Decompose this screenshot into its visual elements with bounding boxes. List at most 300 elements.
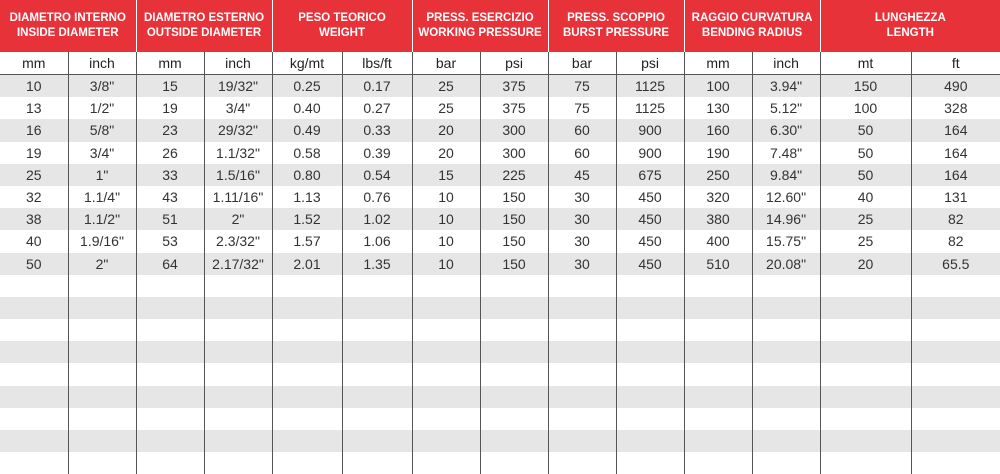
table-row xyxy=(0,253,1000,275)
table-cell: 20.08" xyxy=(752,253,820,275)
table-cell: 150 xyxy=(480,253,548,275)
blank-cell xyxy=(820,319,911,341)
blank-cell xyxy=(684,430,752,452)
header-group-title-it: PRESS. SCOPPIO xyxy=(549,11,684,26)
blank-cell xyxy=(272,408,342,430)
table-cell: 1.1/4" xyxy=(68,186,136,208)
blank-cell xyxy=(136,275,204,297)
header-group-title-it: PESO TEORICO xyxy=(273,11,412,26)
table-cell: 33 xyxy=(136,164,204,186)
blank-cell xyxy=(684,341,752,363)
table-cell: 64 xyxy=(136,253,204,275)
table-cell: 10 xyxy=(412,253,480,275)
table-cell: 15.75" xyxy=(752,230,820,252)
blank-cell xyxy=(136,430,204,452)
blank-cell xyxy=(136,341,204,363)
blank-row xyxy=(0,452,1000,474)
table-cell: 19 xyxy=(136,97,204,119)
table-cell: 1.1/32" xyxy=(204,142,272,164)
table-cell: 2.01 xyxy=(272,253,342,275)
table-cell: 164 xyxy=(911,164,1000,186)
header-group-title-en: BENDING RADIUS xyxy=(685,26,820,41)
table-cell: 53 xyxy=(136,230,204,252)
table-cell: 10 xyxy=(412,230,480,252)
unit-header-cell: bar xyxy=(548,52,616,75)
table-cell: 0.33 xyxy=(342,119,412,141)
table-cell: 1.52 xyxy=(272,208,342,230)
table-cell: 19/32" xyxy=(204,75,272,98)
table-cell: 5/8" xyxy=(68,119,136,141)
unit-header-cell: inch xyxy=(68,52,136,75)
blank-cell xyxy=(616,386,684,408)
table-cell: 40 xyxy=(0,230,68,252)
unit-header-cell: inch xyxy=(204,52,272,75)
table-cell: 82 xyxy=(911,230,1000,252)
blank-cell xyxy=(820,297,911,319)
table-cell: 50 xyxy=(0,253,68,275)
blank-cell xyxy=(272,297,342,319)
table-cell: 0.76 xyxy=(342,186,412,208)
table-cell: 250 xyxy=(684,164,752,186)
table-cell: 2.3/32" xyxy=(204,230,272,252)
blank-cell xyxy=(684,297,752,319)
table-cell: 14.96" xyxy=(752,208,820,230)
blank-cell xyxy=(820,430,911,452)
blank-cell xyxy=(616,297,684,319)
blank-cell xyxy=(68,275,136,297)
table-cell: 13 xyxy=(0,97,68,119)
blank-cell xyxy=(272,430,342,452)
blank-cell xyxy=(136,408,204,430)
blank-cell xyxy=(412,319,480,341)
blank-cell xyxy=(480,363,548,385)
table-cell: 450 xyxy=(616,253,684,275)
table-cell: 1.11/16" xyxy=(204,186,272,208)
blank-cell xyxy=(272,386,342,408)
table-cell: 1.35 xyxy=(342,253,412,275)
blank-cell xyxy=(480,452,548,474)
table-cell: 75 xyxy=(548,97,616,119)
table-cell: 320 xyxy=(684,186,752,208)
blank-cell xyxy=(752,297,820,319)
blank-cell xyxy=(911,430,1000,452)
table-cell: 16 xyxy=(0,119,68,141)
blank-cell xyxy=(342,363,412,385)
blank-cell xyxy=(412,275,480,297)
table-cell: 12.60" xyxy=(752,186,820,208)
header-group-title-it: DIAMETRO ESTERNO xyxy=(137,11,272,26)
table-cell: 300 xyxy=(480,142,548,164)
blank-cell xyxy=(136,386,204,408)
table-cell: 300 xyxy=(480,119,548,141)
table-cell: 190 xyxy=(684,142,752,164)
table-cell: 380 xyxy=(684,208,752,230)
table-cell: 450 xyxy=(616,230,684,252)
blank-cell xyxy=(684,363,752,385)
table-cell: 75 xyxy=(548,75,616,98)
blank-cell xyxy=(548,341,616,363)
blank-cell xyxy=(480,275,548,297)
table-cell: 1.06 xyxy=(342,230,412,252)
table-cell: 20 xyxy=(412,142,480,164)
unit-header-cell: mt xyxy=(820,52,911,75)
blank-cell xyxy=(342,275,412,297)
table-row xyxy=(0,208,1000,230)
blank-cell xyxy=(616,430,684,452)
table-cell: 19 xyxy=(0,142,68,164)
table-body xyxy=(0,75,1000,474)
blank-cell xyxy=(272,319,342,341)
table-cell: 1.57 xyxy=(272,230,342,252)
blank-cell xyxy=(68,408,136,430)
blank-cell xyxy=(412,386,480,408)
header-group-cell xyxy=(412,0,548,52)
table-cell: 100 xyxy=(684,75,752,98)
blank-cell xyxy=(342,386,412,408)
header-group-title-it: PRESS. ESERCIZIO xyxy=(413,11,548,26)
table-cell: 160 xyxy=(684,119,752,141)
table-cell: 65.5 xyxy=(911,253,1000,275)
table-cell: 30 xyxy=(548,253,616,275)
table-cell: 0.58 xyxy=(272,142,342,164)
blank-cell xyxy=(820,452,911,474)
table-cell: 25 xyxy=(412,75,480,98)
table-cell: 1.02 xyxy=(342,208,412,230)
blank-cell xyxy=(0,319,68,341)
blank-cell xyxy=(412,430,480,452)
blank-cell xyxy=(616,341,684,363)
blank-cell xyxy=(68,386,136,408)
table-cell: 10 xyxy=(412,208,480,230)
blank-cell xyxy=(136,363,204,385)
blank-cell xyxy=(0,341,68,363)
table-cell: 675 xyxy=(616,164,684,186)
table-cell: 6.30" xyxy=(752,119,820,141)
blank-cell xyxy=(911,341,1000,363)
table-cell: 5.12" xyxy=(752,97,820,119)
unit-header-cell: mm xyxy=(136,52,204,75)
blank-cell xyxy=(820,408,911,430)
table-cell: 0.39 xyxy=(342,142,412,164)
table-cell: 328 xyxy=(911,97,1000,119)
table-cell: 50 xyxy=(820,119,911,141)
table-cell: 50 xyxy=(820,142,911,164)
unit-header-cell: mm xyxy=(684,52,752,75)
table-row xyxy=(0,97,1000,119)
blank-cell xyxy=(548,275,616,297)
table-cell: 450 xyxy=(616,186,684,208)
table-cell: 40 xyxy=(820,186,911,208)
blank-cell xyxy=(204,386,272,408)
blank-cell xyxy=(684,319,752,341)
header-group-title-en: WORKING PRESSURE xyxy=(413,26,548,41)
table-cell: 15 xyxy=(412,164,480,186)
unit-header-cell: ft xyxy=(911,52,1000,75)
blank-cell xyxy=(68,341,136,363)
blank-cell xyxy=(412,408,480,430)
blank-cell xyxy=(68,452,136,474)
blank-cell xyxy=(752,452,820,474)
table-cell: 25 xyxy=(0,164,68,186)
blank-cell xyxy=(272,275,342,297)
blank-cell xyxy=(412,452,480,474)
table-cell: 150 xyxy=(480,208,548,230)
blank-cell xyxy=(68,297,136,319)
table-cell: 375 xyxy=(480,97,548,119)
blank-cell xyxy=(204,297,272,319)
blank-row xyxy=(0,319,1000,341)
table-cell: 29/32" xyxy=(204,119,272,141)
table-cell: 2" xyxy=(68,253,136,275)
blank-cell xyxy=(480,430,548,452)
unit-header-cell: psi xyxy=(480,52,548,75)
blank-cell xyxy=(412,363,480,385)
table-cell: 25 xyxy=(412,97,480,119)
table-cell: 900 xyxy=(616,119,684,141)
unit-header-cell: psi xyxy=(616,52,684,75)
table-cell: 490 xyxy=(911,75,1000,98)
unit-header-cell: bar xyxy=(412,52,480,75)
table-row xyxy=(0,230,1000,252)
header-group-title-en: WEIGHT xyxy=(273,26,412,41)
table-cell: 51 xyxy=(136,208,204,230)
header-group-title-en: OUTSIDE DIAMETER xyxy=(137,26,272,41)
blank-cell xyxy=(820,386,911,408)
table-cell: 0.17 xyxy=(342,75,412,98)
table-cell: 1.13 xyxy=(272,186,342,208)
table-cell: 1/2" xyxy=(68,97,136,119)
blank-cell xyxy=(752,341,820,363)
blank-cell xyxy=(480,297,548,319)
table-cell: 0.25 xyxy=(272,75,342,98)
blank-row xyxy=(0,275,1000,297)
table-cell: 164 xyxy=(911,142,1000,164)
blank-cell xyxy=(204,363,272,385)
unit-header-cell: mm xyxy=(0,52,68,75)
blank-cell xyxy=(548,430,616,452)
table-cell: 3/4" xyxy=(68,142,136,164)
blank-cell xyxy=(616,319,684,341)
unit-header-cell: kg/mt xyxy=(272,52,342,75)
blank-cell xyxy=(911,319,1000,341)
table-cell: 1" xyxy=(68,164,136,186)
blank-cell xyxy=(616,363,684,385)
table-cell: 30 xyxy=(548,208,616,230)
table-row xyxy=(0,142,1000,164)
blank-cell xyxy=(272,452,342,474)
blank-cell xyxy=(911,275,1000,297)
table-cell: 225 xyxy=(480,164,548,186)
table-cell: 15 xyxy=(136,75,204,98)
table-cell: 450 xyxy=(616,208,684,230)
blank-cell xyxy=(616,408,684,430)
unit-header-row xyxy=(0,52,1000,75)
table-cell: 10 xyxy=(0,75,68,98)
table-cell: 1125 xyxy=(616,97,684,119)
header-group-title-it: DIAMETRO INTERNO xyxy=(0,11,136,26)
blank-cell xyxy=(136,297,204,319)
blank-cell xyxy=(820,363,911,385)
unit-header-cell: lbs/ft xyxy=(342,52,412,75)
blank-cell xyxy=(342,341,412,363)
table-row xyxy=(0,75,1000,98)
blank-row xyxy=(0,341,1000,363)
header-group-title-en: LENGTH xyxy=(821,26,1000,41)
header-group-title-it: LUNGHEZZA xyxy=(821,11,1000,26)
table-cell: 900 xyxy=(616,142,684,164)
blank-cell xyxy=(0,363,68,385)
table-cell: 164 xyxy=(911,119,1000,141)
table-cell: 43 xyxy=(136,186,204,208)
header-group-cell xyxy=(820,0,1000,52)
blank-cell xyxy=(616,275,684,297)
blank-cell xyxy=(0,430,68,452)
blank-cell xyxy=(0,452,68,474)
table-cell: 510 xyxy=(684,253,752,275)
table-cell: 38 xyxy=(0,208,68,230)
table-cell: 3/8" xyxy=(68,75,136,98)
table-cell: 60 xyxy=(548,142,616,164)
header-group-cell xyxy=(548,0,684,52)
table-cell: 20 xyxy=(820,253,911,275)
blank-cell xyxy=(342,297,412,319)
blank-cell xyxy=(342,452,412,474)
header-group-cell xyxy=(0,0,136,52)
blank-cell xyxy=(68,319,136,341)
table-cell: 0.27 xyxy=(342,97,412,119)
table-cell: 25 xyxy=(820,208,911,230)
table-cell: 400 xyxy=(684,230,752,252)
table-cell: 375 xyxy=(480,75,548,98)
blank-cell xyxy=(548,408,616,430)
table-cell: 1.9/16" xyxy=(68,230,136,252)
table-cell: 9.84" xyxy=(752,164,820,186)
table-cell: 30 xyxy=(548,186,616,208)
blank-cell xyxy=(752,408,820,430)
table-cell: 130 xyxy=(684,97,752,119)
blank-cell xyxy=(911,297,1000,319)
table-cell: 150 xyxy=(820,75,911,98)
header-group-title-it: RAGGIO CURVATURA xyxy=(685,11,820,26)
table-cell: 150 xyxy=(480,186,548,208)
header-group-title-en: BURST PRESSURE xyxy=(549,26,684,41)
blank-cell xyxy=(684,386,752,408)
blank-cell xyxy=(68,430,136,452)
blank-cell xyxy=(272,341,342,363)
blank-cell xyxy=(752,275,820,297)
blank-cell xyxy=(684,275,752,297)
blank-cell xyxy=(911,452,1000,474)
blank-cell xyxy=(911,363,1000,385)
blank-cell xyxy=(136,319,204,341)
blank-cell xyxy=(752,363,820,385)
blank-cell xyxy=(0,297,68,319)
header-group-cell xyxy=(272,0,412,52)
blank-cell xyxy=(204,430,272,452)
blank-cell xyxy=(480,341,548,363)
table-row xyxy=(0,186,1000,208)
blank-cell xyxy=(204,319,272,341)
blank-cell xyxy=(342,408,412,430)
blank-cell xyxy=(911,386,1000,408)
blank-cell xyxy=(684,452,752,474)
blank-cell xyxy=(0,386,68,408)
table-cell: 50 xyxy=(820,164,911,186)
table-cell: 45 xyxy=(548,164,616,186)
blank-cell xyxy=(204,275,272,297)
blank-cell xyxy=(204,341,272,363)
blank-cell xyxy=(0,275,68,297)
header-group-cell xyxy=(684,0,820,52)
blank-cell xyxy=(820,341,911,363)
blank-cell xyxy=(272,363,342,385)
table-cell: 150 xyxy=(480,230,548,252)
blank-cell xyxy=(548,319,616,341)
blank-cell xyxy=(204,452,272,474)
table-cell: 23 xyxy=(136,119,204,141)
blank-cell xyxy=(548,363,616,385)
table-cell: 100 xyxy=(820,97,911,119)
blank-cell xyxy=(684,408,752,430)
table-cell: 0.40 xyxy=(272,97,342,119)
blank-cell xyxy=(136,452,204,474)
table-cell: 0.80 xyxy=(272,164,342,186)
blank-cell xyxy=(752,319,820,341)
blank-cell xyxy=(480,408,548,430)
blank-cell xyxy=(412,341,480,363)
table-cell: 0.49 xyxy=(272,119,342,141)
table-cell: 3/4" xyxy=(204,97,272,119)
table-row xyxy=(0,164,1000,186)
table-cell: 0.54 xyxy=(342,164,412,186)
blank-cell xyxy=(820,275,911,297)
header-group-row xyxy=(0,0,1000,52)
table-cell: 82 xyxy=(911,208,1000,230)
blank-cell xyxy=(342,430,412,452)
blank-row xyxy=(0,430,1000,452)
table-cell: 1.1/2" xyxy=(68,208,136,230)
table-cell: 25 xyxy=(820,230,911,252)
table-cell: 10 xyxy=(412,186,480,208)
table-cell: 3.94" xyxy=(752,75,820,98)
blank-cell xyxy=(911,408,1000,430)
blank-cell xyxy=(548,297,616,319)
table-cell: 1125 xyxy=(616,75,684,98)
header-group-cell xyxy=(136,0,272,52)
blank-cell xyxy=(480,386,548,408)
table-cell: 26 xyxy=(136,142,204,164)
table-cell: 30 xyxy=(548,230,616,252)
blank-row xyxy=(0,297,1000,319)
blank-cell xyxy=(204,408,272,430)
blank-cell xyxy=(548,452,616,474)
blank-cell xyxy=(412,297,480,319)
blank-cell xyxy=(752,386,820,408)
table-cell: 2.17/32" xyxy=(204,253,272,275)
table-cell: 7.48" xyxy=(752,142,820,164)
blank-cell xyxy=(342,319,412,341)
table-row xyxy=(0,119,1000,141)
table-cell: 2" xyxy=(204,208,272,230)
table-cell: 32 xyxy=(0,186,68,208)
blank-row xyxy=(0,363,1000,385)
table-cell: 1.5/16" xyxy=(204,164,272,186)
table-cell: 60 xyxy=(548,119,616,141)
blank-cell xyxy=(752,430,820,452)
blank-cell xyxy=(480,319,548,341)
blank-cell xyxy=(548,386,616,408)
header-group-title-en: INSIDE DIAMETER xyxy=(0,26,136,41)
